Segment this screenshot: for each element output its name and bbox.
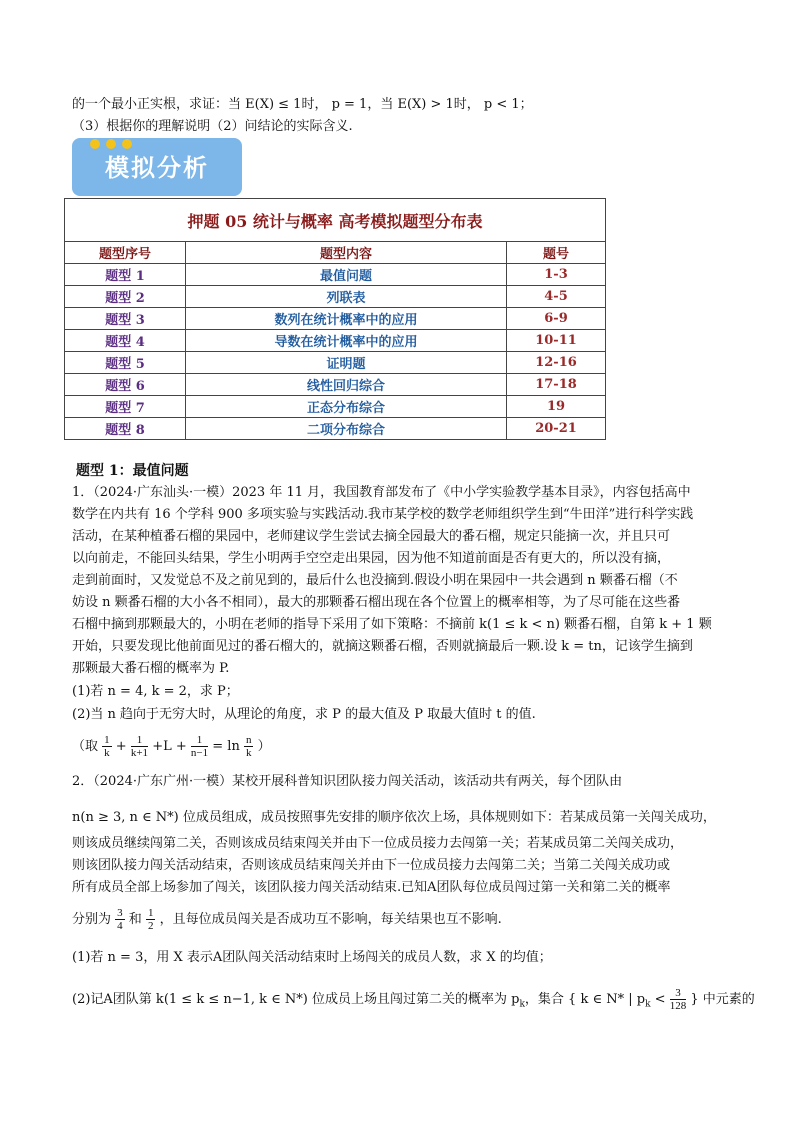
table-cell-content: 正态分布综合 — [186, 396, 507, 418]
hint-plus: + — [115, 739, 127, 754]
q1-line: 活动，在某种植番石榴的果园中，老师建议学生尝试去摘全园最大的番石榴，规定只能摘一次，并且只可 — [72, 529, 671, 544]
fraction-1-over-k: $\frac{1}{k}$ — [104, 734, 110, 759]
q1-hint — [72, 732, 724, 762]
subscript-k: k — [519, 999, 525, 1010]
hint-prefix: （取 — [72, 739, 99, 754]
fraction-3-over-4: $\frac{3}{4}$ — [117, 907, 123, 932]
fraction-n-over-k: $\frac{n}{k}$ — [245, 734, 252, 759]
section-badge — [72, 138, 242, 196]
table-cell-content: 导数在统计概率中的应用 — [186, 330, 507, 352]
fraction-1-over-n-minus-1: $\frac{1}{n-1}$ — [190, 734, 209, 759]
q1-line: 数学在内共有 16 个学科 900 多项实验与实践活动.我市某学校的数学老师组织学生到“牛田洋”进行科学实践 — [72, 507, 694, 522]
intro-line-2: （3）根据你的理解说明（2）问结论的实际含义. — [72, 119, 353, 134]
q2-prob-prefix: 分别为 — [72, 912, 112, 927]
hint-ellipsis: +L + — [152, 739, 187, 754]
table-row — [65, 330, 606, 352]
table-cell-number: 17-18 — [507, 374, 606, 396]
q2-part-2-text: (2)记A团队第 k(1 ≤ k ≤ n−1, k ∈ N*) 位成员上场且闯过第二关的概率为 p — [72, 992, 520, 1007]
table-cell-type: 题型 7 — [65, 396, 186, 418]
q2-part-2 — [72, 986, 755, 1019]
table-cell-content: 证明题 — [186, 352, 507, 374]
q1-line: 石榴中摘到那颗最大的，小明在老师的指导下采用了如下策略：不摘前 k(1 ≤ k < n) 颗番石榴，自第 k + 1 颗 — [72, 617, 712, 632]
q2-line: 则该团队接力闯关活动结束，否则该成员结束闯关并由下一位成员接力去闯第二关；当第二关闯关成功或 — [72, 858, 671, 873]
question-type-table — [64, 198, 606, 440]
fraction-1-over-k-plus-1: $\frac{1}{k+1}$ — [130, 734, 149, 759]
table-cell-type: 题型 1 — [65, 264, 186, 286]
q2-line: n(n ≥ 3, n ∈ N*) 位成员组成，成员按照事先安排的顺序依次上场，具体规则如下：若某成员第一关闯关成功， — [72, 810, 716, 825]
table-cell-number: 20-21 — [507, 418, 606, 440]
q1-line: 走到前面时，又发觉总不及之前见到的，最后什么也没摘到.假设小明在果园中一共会遇到 n 颗番石榴（不 — [72, 573, 678, 588]
q2-part-1: (1)若 n = 3，用 X 表示A团队闯关活动结束时上场闯关的成员人数，求 X 的均值； — [72, 950, 552, 965]
table-cell-content: 二项分布综合 — [186, 418, 507, 440]
table-cell-content: 线性回归综合 — [186, 374, 507, 396]
q2-part-2-end: } 中元素的 — [690, 992, 755, 1007]
table-header-type: 题型序号 — [65, 242, 186, 264]
table-header-content: 题型内容 — [186, 242, 507, 264]
fraction-1-over-2: $\frac{1}{2}$ — [147, 907, 154, 932]
section-heading: 题型 1：最值问题 — [76, 463, 189, 479]
table-row — [65, 418, 606, 440]
hint-suffix: ） — [257, 739, 271, 754]
table-cell-type: 题型 4 — [65, 330, 186, 352]
table-cell-content: 数列在统计概率中的应用 — [186, 308, 507, 330]
q2-part-2-lt: < — [650, 992, 670, 1007]
q1-line: 开始，只要发现比他前面见过的番石榴大的，就摘这颗番石榴，否则就摘最后一颗.设 k = tn，记该学生摘到 — [72, 639, 693, 654]
q1-part-1: (1)若 n = 4, k = 2，求 P； — [72, 684, 239, 699]
q2-line — [72, 906, 724, 934]
q1-line: 以向前走，不能回头结果，学生小明两手空空走出果园，因为他不知道前面是否有更大的，所以没有摘， — [72, 551, 671, 566]
table-row — [65, 264, 606, 286]
intro-line-1: 的一个最小正实根，求证：当 E(X) ≤ 1时， p = 1，当 E(X) > 1时， p < 1； — [72, 97, 533, 112]
hint-equals-ln: = ln — [212, 739, 240, 754]
q2-line: 则该成员继续闯第二关，否则该成员结束闯关并由下一位成员接力去闯第一关；若某成员第二关闯关成功， — [72, 836, 684, 851]
table-cell-number: 4-5 — [507, 286, 606, 308]
fraction-3-over-128: $\frac{3}{128}$ — [669, 987, 687, 1012]
table-cell-content: 列联表 — [186, 286, 507, 308]
q1-line: 妨设 n 颗番石榴的大小各不相同），最大的那颗番石榴出现在各个位置上的概率相等，为了尽可能在这些番 — [72, 595, 681, 610]
table-cell-number: 19 — [507, 396, 606, 418]
table-cell-number: 1-3 — [507, 264, 606, 286]
table-title: 押题 05 统计与概率 高考模拟题型分布表 — [65, 199, 606, 242]
q2-prob-suffix: ，且每位成员闯关是否成功互不影响，每关结果也互不影响. — [159, 912, 502, 927]
q2-prob-and: 和 — [128, 912, 142, 927]
subscript-k: k — [645, 999, 651, 1010]
badge-label: 模拟分析 — [105, 154, 209, 182]
table-row — [65, 352, 606, 374]
table-cell-type: 题型 6 — [65, 374, 186, 396]
table-cell-number: 10-11 — [507, 330, 606, 352]
q1-line: 1．（2024·广东汕头·一模）2023 年 11 月，我国教育部发布了《中小学实验教学基本目录》，内容包括高中 — [72, 485, 691, 500]
q1-line: 那颗最大番石榴的概率为 P. — [72, 661, 230, 676]
table-row — [65, 286, 606, 308]
table-cell-number: 6-9 — [507, 308, 606, 330]
q1-part-2: (2)当 n 趋向于无穷大时，从理论的角度，求 P 的最大值及 P 取最大值时 t 的值. — [72, 707, 536, 722]
table-cell-type: 题型 3 — [65, 308, 186, 330]
table-cell-content: 最值问题 — [186, 264, 507, 286]
table-cell-type: 题型 5 — [65, 352, 186, 374]
table-cell-number: 12-16 — [507, 352, 606, 374]
table-row — [65, 374, 606, 396]
q2-part-2-set: ，集合 { k ∈ N* | p — [524, 992, 646, 1007]
table-header-number: 题号 — [507, 242, 606, 264]
table-cell-type: 题型 2 — [65, 286, 186, 308]
table-row — [65, 308, 606, 330]
table-cell-type: 题型 8 — [65, 418, 186, 440]
q2-line: 2．（2024·广东广州·一模）某校开展科普知识团队接力闯关活动，该活动共有两关，每个团队由 — [72, 774, 623, 789]
q2-line: 所有成员全部上场参加了闯关，该团队接力闯关活动结束.已知A团队每位成员闯过第一关和第二关的概率 — [72, 880, 671, 895]
table-row — [65, 396, 606, 418]
